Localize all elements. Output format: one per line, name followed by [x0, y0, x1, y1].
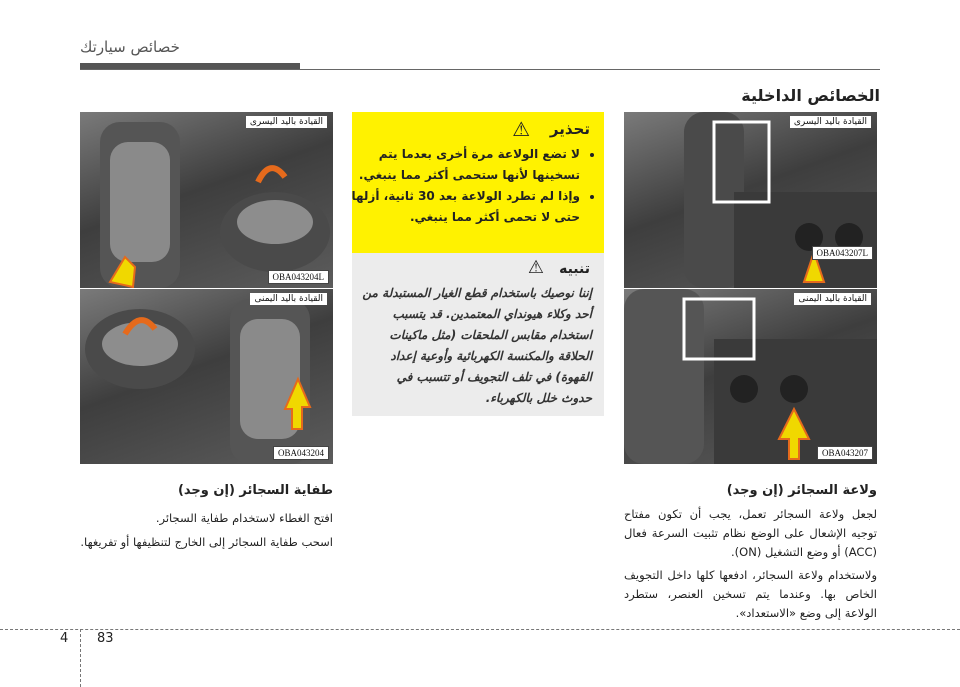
lighter-paragraph: ولاستخدام ولاعة السجائر، ادفعها كلها داخل التجويف الخاص بها. وعندما يتم تسخين العنصر، ستطرد الولاعة إلى وضع «الاستعداد». — [624, 568, 877, 620]
ashtray-heading: طفاية السجائر (إن وجد) — [177, 483, 333, 498]
photo-label: القيادة باليد اليسرى — [246, 116, 327, 128]
running-header-title: خصائص سيارتك — [80, 38, 180, 56]
photo-label: القيادة باليد اليمنى — [794, 293, 871, 305]
ashtray-photo-lhd — [80, 112, 333, 288]
lighter-heading: ولاعة السجائر (إن وجد) — [726, 483, 877, 498]
warning-item: • لا تضع الولاعة مرة أخرى بعدما يتم تسخينها لأنها ستحمى أكثر مما ينبغي. — [348, 144, 580, 186]
ashtray-illustration-lhd — [80, 112, 333, 288]
ashtray-paragraph: افتح الغطاء لاستخدام طفاية السجائر. — [155, 511, 333, 525]
page-number: 83 — [97, 631, 114, 646]
lighter-paragraph: لجعل ولاعة السجائر تعمل، يجب أن تكون مفتاح توجيه الإشعال على الوضع نظام تثبيت السرعة فعال (ACC) أو وضع التشغيل (ON). — [624, 507, 877, 559]
ashtray-illustration-rhd — [80, 289, 333, 464]
figure-code: OBA043204 — [273, 446, 329, 460]
figure-code: OBA043204L — [268, 270, 330, 284]
chapter-number: 4 — [60, 631, 69, 646]
warning-item: • وإذا لم تطرد الولاعة بعد 30 ثانية، أزلها حتى لا تحمى أكثر مما ينبغي. — [348, 186, 580, 228]
ashtray-paragraph: اسحب طفاية السجائر إلى الخارج لتنظيفها أو تفريغها. — [80, 535, 333, 549]
lighter-illustration-rhd — [624, 289, 877, 464]
photo-label: القيادة باليد اليسرى — [790, 116, 871, 128]
photo-label: القيادة باليد اليمنى — [250, 293, 327, 305]
lighter-photo-lhd — [624, 112, 877, 288]
figure-code: OBA043207L — [812, 246, 874, 260]
notice-title: تنبيه — [559, 261, 590, 277]
lighter-photo-rhd — [624, 289, 877, 464]
caution-triangle-icon: ⚠ — [527, 257, 544, 278]
warning-title: تحذير — [549, 120, 590, 138]
notice-box — [352, 253, 604, 416]
ashtray-photo-rhd — [80, 289, 333, 464]
warning-triangle-icon: ⚠ — [512, 117, 530, 141]
footer-rule — [0, 629, 960, 630]
section-title: الخصائص الداخلية — [741, 86, 880, 105]
lighter-illustration-lhd — [624, 112, 877, 288]
footer-separator — [80, 629, 81, 687]
figure-code: OBA043207 — [817, 446, 873, 460]
notice-body: إننا نوصيك باستخدام قطع الغيار المستبدلة من أحد وكلاء هيونداي المعتمدين. قد يتسبب استخدام مقابس الملحقات (مثل ماكينات الحلاقة والمكنسة الكهربائية وأوعية إعداد القهوة) في تلف التجويف أو تتسبب في حدوث خلل بالكهرباء. — [362, 286, 592, 405]
warning-box — [352, 112, 604, 257]
header-rule — [80, 69, 880, 70]
warning-list — [348, 144, 594, 228]
